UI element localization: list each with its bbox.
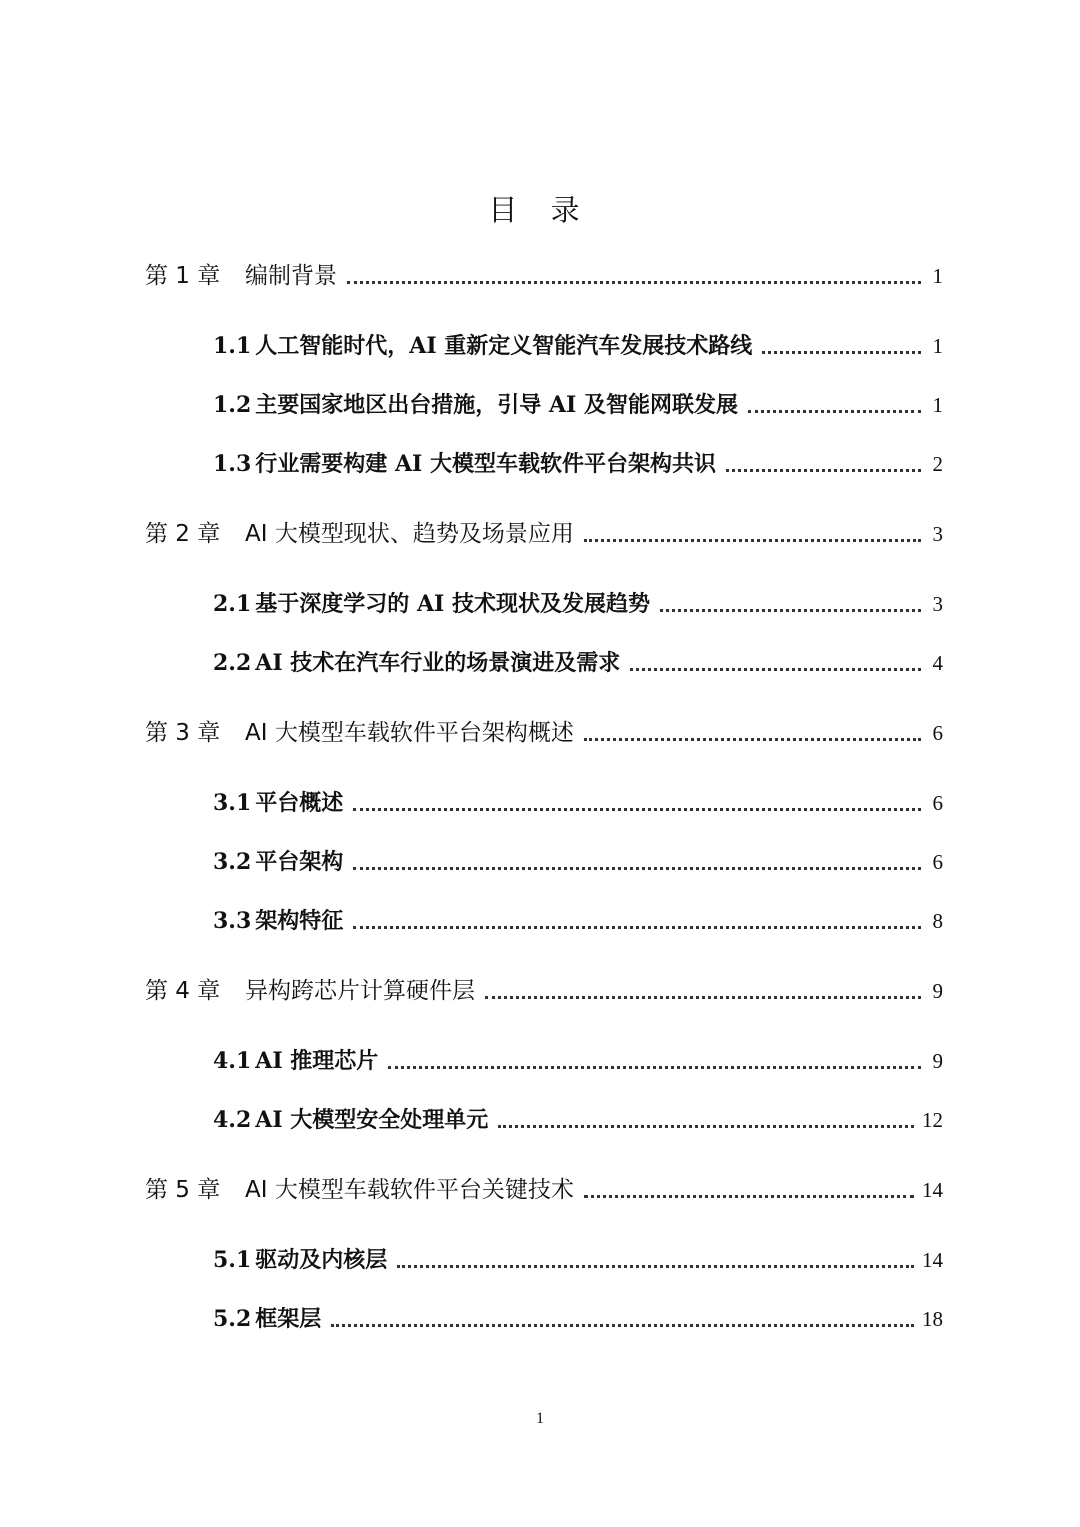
dot-leader [748, 410, 921, 413]
dot-leader [397, 1265, 914, 1268]
toc-entry-label [213, 448, 716, 480]
toc-chapter-number: 第 1 章 [145, 263, 221, 289]
toc-entry-label [213, 787, 343, 819]
toc-section-1-3[interactable] [213, 440, 943, 480]
toc-section-3-3[interactable] [213, 897, 943, 937]
toc-chapter-1[interactable] [145, 252, 943, 292]
toc-chapter-5[interactable] [145, 1166, 943, 1206]
toc-section-number: 3.2 [213, 849, 252, 875]
toc-section-1-1[interactable] [213, 322, 943, 362]
toc-entry-label [213, 389, 738, 421]
toc-entry-label [213, 1045, 378, 1077]
toc-page-number: 14 [922, 1178, 943, 1202]
toc-page-number: 18 [922, 1307, 943, 1331]
footer-page-number: 1 [536, 1410, 544, 1427]
dot-leader [726, 469, 921, 472]
toc-entry-text: 架构特征 [255, 908, 344, 934]
toc-chapter-number: 第 5 章 [145, 1177, 221, 1203]
toc-section-number: 3.3 [213, 908, 252, 934]
toc-chapter-number: 第 4 章 [145, 978, 221, 1004]
dot-leader [584, 738, 921, 741]
dot-leader [584, 539, 921, 542]
dot-leader [485, 996, 921, 999]
toc-section-2-2[interactable] [213, 639, 943, 679]
toc-chapter-number: 第 2 章 [145, 521, 221, 547]
toc-section-3-2[interactable] [213, 838, 943, 878]
toc-entry-label [213, 905, 343, 937]
toc-section-number: 1.3 [213, 451, 252, 477]
toc-entry-text: 驱动及内核层 [255, 1247, 388, 1273]
toc-page-number: 14 [922, 1248, 943, 1272]
toc-section-number: 4.2 [213, 1107, 252, 1133]
toc-entry-text: AI 推理芯片 [255, 1048, 379, 1074]
toc-page-number: 2 [932, 452, 943, 476]
toc-section-number: 1.2 [213, 392, 252, 418]
dot-leader [388, 1066, 921, 1069]
toc-entry-text: 平台概述 [255, 790, 344, 816]
toc-entry-label [145, 717, 574, 749]
toc-page-number: 3 [932, 522, 943, 546]
toc-entry-label [213, 846, 343, 878]
toc-entry-text: 平台架构 [255, 849, 344, 875]
toc-entry-text: AI 大模型车载软件平台关键技术 [245, 1177, 574, 1203]
toc-entry-label [145, 975, 475, 1007]
toc-section-5-2[interactable] [213, 1295, 943, 1335]
page-title: 目 录 [488, 193, 592, 227]
toc-section-number: 3.1 [213, 790, 252, 816]
toc-section-number: 5.1 [213, 1247, 252, 1273]
dot-leader [331, 1324, 914, 1327]
dot-leader [762, 351, 921, 354]
toc-section-2-1[interactable] [213, 580, 943, 620]
toc-entry-text: 基于深度学习的 AI 技术现状及发展趋势 [255, 591, 650, 617]
toc-page-number: 6 [932, 791, 943, 815]
dot-leader [353, 808, 921, 811]
toc-entry-text: AI 大模型安全处理单元 [255, 1107, 489, 1133]
toc-section-number: 2.1 [213, 591, 252, 617]
toc-page-number: 9 [932, 1049, 943, 1073]
dot-leader [630, 668, 921, 671]
toc-entry-text: 异构跨芯片计算硬件层 [245, 978, 475, 1004]
toc-entry-label [213, 1244, 387, 1276]
toc-chapter-number: 第 3 章 [145, 720, 221, 746]
toc-entry-text: 编制背景 [245, 263, 337, 289]
toc-page-number: 1 [932, 264, 943, 288]
toc-page-number: 9 [932, 979, 943, 1003]
toc-entry-text: 人工智能时代，AI 重新定义智能汽车发展技术路线 [255, 333, 753, 359]
toc-entry-label [213, 330, 752, 362]
toc-section-number: 1.1 [213, 333, 252, 359]
toc-section-4-1[interactable] [213, 1037, 943, 1077]
toc-page-number: 6 [932, 721, 943, 745]
toc-section-3-1[interactable] [213, 779, 943, 819]
dot-leader [660, 609, 921, 612]
dot-leader [347, 281, 921, 284]
toc-entry-text: 主要国家地区出台措施，引导 AI 及智能网联发展 [255, 392, 738, 418]
dot-leader [353, 867, 921, 870]
toc-entry-text: AI 大模型现状、趋势及场景应用 [245, 521, 574, 547]
toc-entry-label [145, 518, 574, 550]
toc-page-number: 8 [932, 909, 943, 933]
toc-chapter-4[interactable] [145, 967, 943, 1007]
toc-entry-label [213, 588, 650, 620]
toc-entry-text: AI 大模型车载软件平台架构概述 [245, 720, 574, 746]
dot-leader [353, 926, 921, 929]
toc-page-number: 4 [932, 651, 943, 675]
toc-entry-text: 框架层 [255, 1306, 322, 1332]
toc-section-number: 5.2 [213, 1306, 252, 1332]
toc-section-number: 2.2 [213, 650, 252, 676]
dot-leader [498, 1125, 914, 1128]
toc-page-number: 12 [922, 1108, 943, 1132]
toc-entry-text: AI 技术在汽车行业的场景演进及需求 [255, 650, 621, 676]
toc-page-number: 1 [932, 334, 943, 358]
toc-chapter-3[interactable] [145, 709, 943, 749]
toc-section-number: 4.1 [213, 1048, 252, 1074]
toc-page-number: 1 [932, 393, 943, 417]
toc-section-4-2[interactable] [213, 1096, 943, 1136]
toc-page-number: 3 [932, 592, 943, 616]
dot-leader [584, 1195, 914, 1198]
toc-entry-label [213, 1104, 488, 1136]
toc-page-number: 6 [932, 850, 943, 874]
toc-chapter-2[interactable] [145, 510, 943, 550]
toc-entry-label [213, 647, 620, 679]
toc-section-5-1[interactable] [213, 1236, 943, 1276]
toc-entry-label [145, 260, 337, 292]
toc-section-1-2[interactable] [213, 381, 943, 421]
toc-entry-label [213, 1303, 321, 1335]
toc-entry-text: 行业需要构建 AI 大模型车载软件平台架构共识 [255, 451, 716, 477]
toc-entry-label [145, 1174, 574, 1206]
